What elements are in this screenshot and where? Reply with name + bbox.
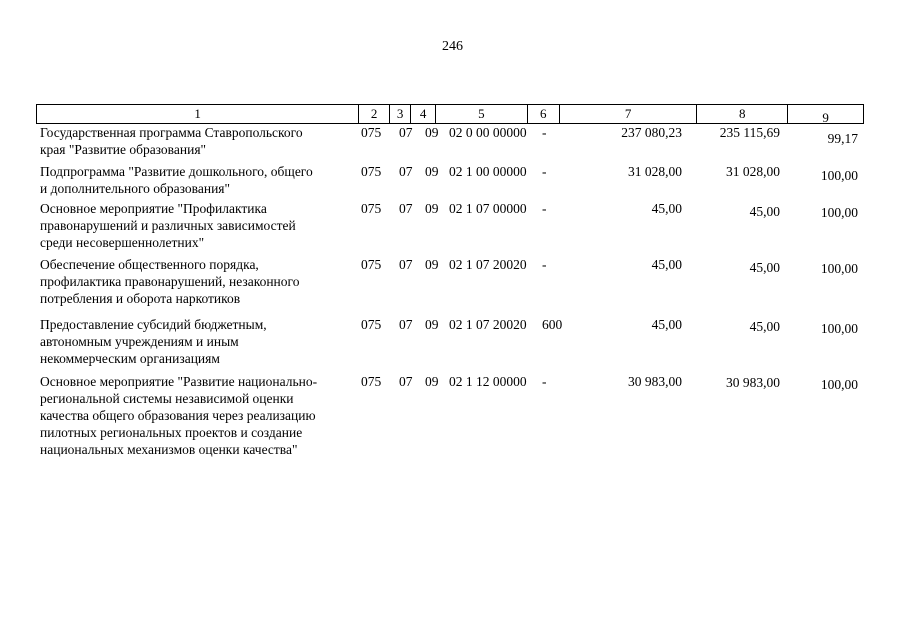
- header-col-7: 7: [560, 105, 698, 123]
- row-value-percent: 100,00: [820, 205, 858, 220]
- row-code-subsection: 09: [425, 164, 439, 179]
- row-value-executed: 235 115,69: [719, 125, 780, 140]
- row-code-expense-type: -: [542, 257, 547, 272]
- row-code-target: 02 1 12 00000: [449, 374, 527, 389]
- row-value-planned: 31 028,00: [628, 164, 682, 179]
- row-value-planned: 30 983,00: [628, 374, 682, 389]
- page-number: 246: [442, 39, 463, 54]
- row-name-line: качества общего образования через реализацию: [40, 408, 316, 423]
- row-name-line: Основное мероприятие "Профилактика: [40, 201, 267, 216]
- row-code-ministry: 075: [361, 125, 382, 140]
- row-name: [40, 200, 358, 251]
- row-code-ministry: 075: [361, 257, 382, 272]
- row-code-subsection: 09: [425, 201, 439, 216]
- row-value-executed: 45,00: [749, 204, 780, 219]
- row-name: [40, 163, 358, 197]
- row-code-expense-type: -: [542, 201, 547, 216]
- header-col-2: 2: [359, 105, 390, 123]
- row-value-executed: 30 983,00: [726, 375, 780, 390]
- row-name-line: правонарушений и различных зависимостей: [40, 218, 296, 233]
- row-name-line: пилотных региональных проектов и создание: [40, 425, 303, 440]
- row-name-line: автономным учреждениям и иным: [40, 334, 239, 349]
- row-code-expense-type: -: [542, 164, 547, 179]
- row-value-executed: 45,00: [749, 319, 780, 334]
- row-value-executed: 45,00: [749, 260, 780, 275]
- row-value-percent: 100,00: [820, 321, 858, 336]
- row-code-target: 02 1 07 20020: [449, 257, 527, 272]
- row-code-target: 02 0 00 00000: [449, 125, 527, 140]
- row-value-planned: 45,00: [651, 317, 682, 332]
- row-name-line: национальных механизмов оценки качества": [40, 442, 298, 457]
- header-col-1: 1: [37, 105, 359, 123]
- row-name: [40, 256, 358, 307]
- row-value-percent: 99,17: [827, 131, 858, 146]
- row-value-percent: 100,00: [820, 377, 858, 392]
- header-col-3: 3: [390, 105, 411, 123]
- table-header: [36, 104, 864, 124]
- row-name-line: некоммерческим организациям: [40, 351, 220, 366]
- header-col-4: 4: [411, 105, 436, 123]
- row-name: [40, 124, 358, 158]
- row-name: [40, 316, 358, 367]
- row-code-ministry: 075: [361, 201, 382, 216]
- row-code-section: 07: [399, 374, 413, 389]
- row-code-target: 02 1 07 00000: [449, 201, 527, 216]
- row-code-section: 07: [399, 164, 413, 179]
- row-code-subsection: 09: [425, 125, 439, 140]
- row-name-line: профилактика правонарушений, незаконного: [40, 274, 300, 289]
- row-value-percent: 100,00: [820, 168, 858, 183]
- header-col-9-label: 9: [822, 110, 829, 125]
- row-name-line: региональной системы независимой оценки: [40, 391, 294, 406]
- row-code-expense-type: -: [542, 125, 547, 140]
- row-name-line: Предоставление субсидий бюджетным,: [40, 317, 267, 332]
- row-name-line: Государственная программа Ставропольского: [40, 125, 303, 140]
- row-code-subsection: 09: [425, 257, 439, 272]
- row-code-subsection: 09: [425, 374, 439, 389]
- row-code-section: 07: [399, 317, 413, 332]
- header-col-5: 5: [436, 105, 528, 123]
- row-code-section: 07: [399, 257, 413, 272]
- row-code-section: 07: [399, 201, 413, 216]
- row-code-ministry: 075: [361, 374, 382, 389]
- header-col-6: 6: [528, 105, 560, 123]
- row-name: [40, 373, 358, 458]
- row-name-line: Основное мероприятие "Развитие национально-: [40, 374, 318, 389]
- row-name-line: Обеспечение общественного порядка,: [40, 257, 259, 272]
- row-value-planned: 237 080,23: [621, 125, 682, 140]
- row-name-line: потребления и оборота наркотиков: [40, 291, 241, 306]
- row-name-line: среди несовершеннолетних": [40, 235, 205, 250]
- row-code-expense-type: -: [542, 374, 547, 389]
- row-value-planned: 45,00: [651, 201, 682, 216]
- row-value-planned: 45,00: [651, 257, 682, 272]
- header-col-9: [788, 105, 863, 123]
- row-value-percent: 100,00: [820, 261, 858, 276]
- row-code-target: 02 1 00 00000: [449, 164, 527, 179]
- row-code-ministry: 075: [361, 164, 382, 179]
- row-code-subsection: 09: [425, 317, 439, 332]
- row-name-line: Подпрограмма "Развитие дошкольного, общего: [40, 164, 313, 179]
- row-value-executed: 31 028,00: [726, 164, 780, 179]
- row-name-line: и дополнительного образования": [40, 181, 231, 196]
- header-col-8: 8: [697, 105, 788, 123]
- row-code-ministry: 075: [361, 317, 382, 332]
- row-code-section: 07: [399, 125, 413, 140]
- row-code-target: 02 1 07 20020: [449, 317, 527, 332]
- row-code-expense-type: 600: [542, 317, 563, 332]
- row-name-line: края "Развитие образования": [40, 142, 207, 157]
